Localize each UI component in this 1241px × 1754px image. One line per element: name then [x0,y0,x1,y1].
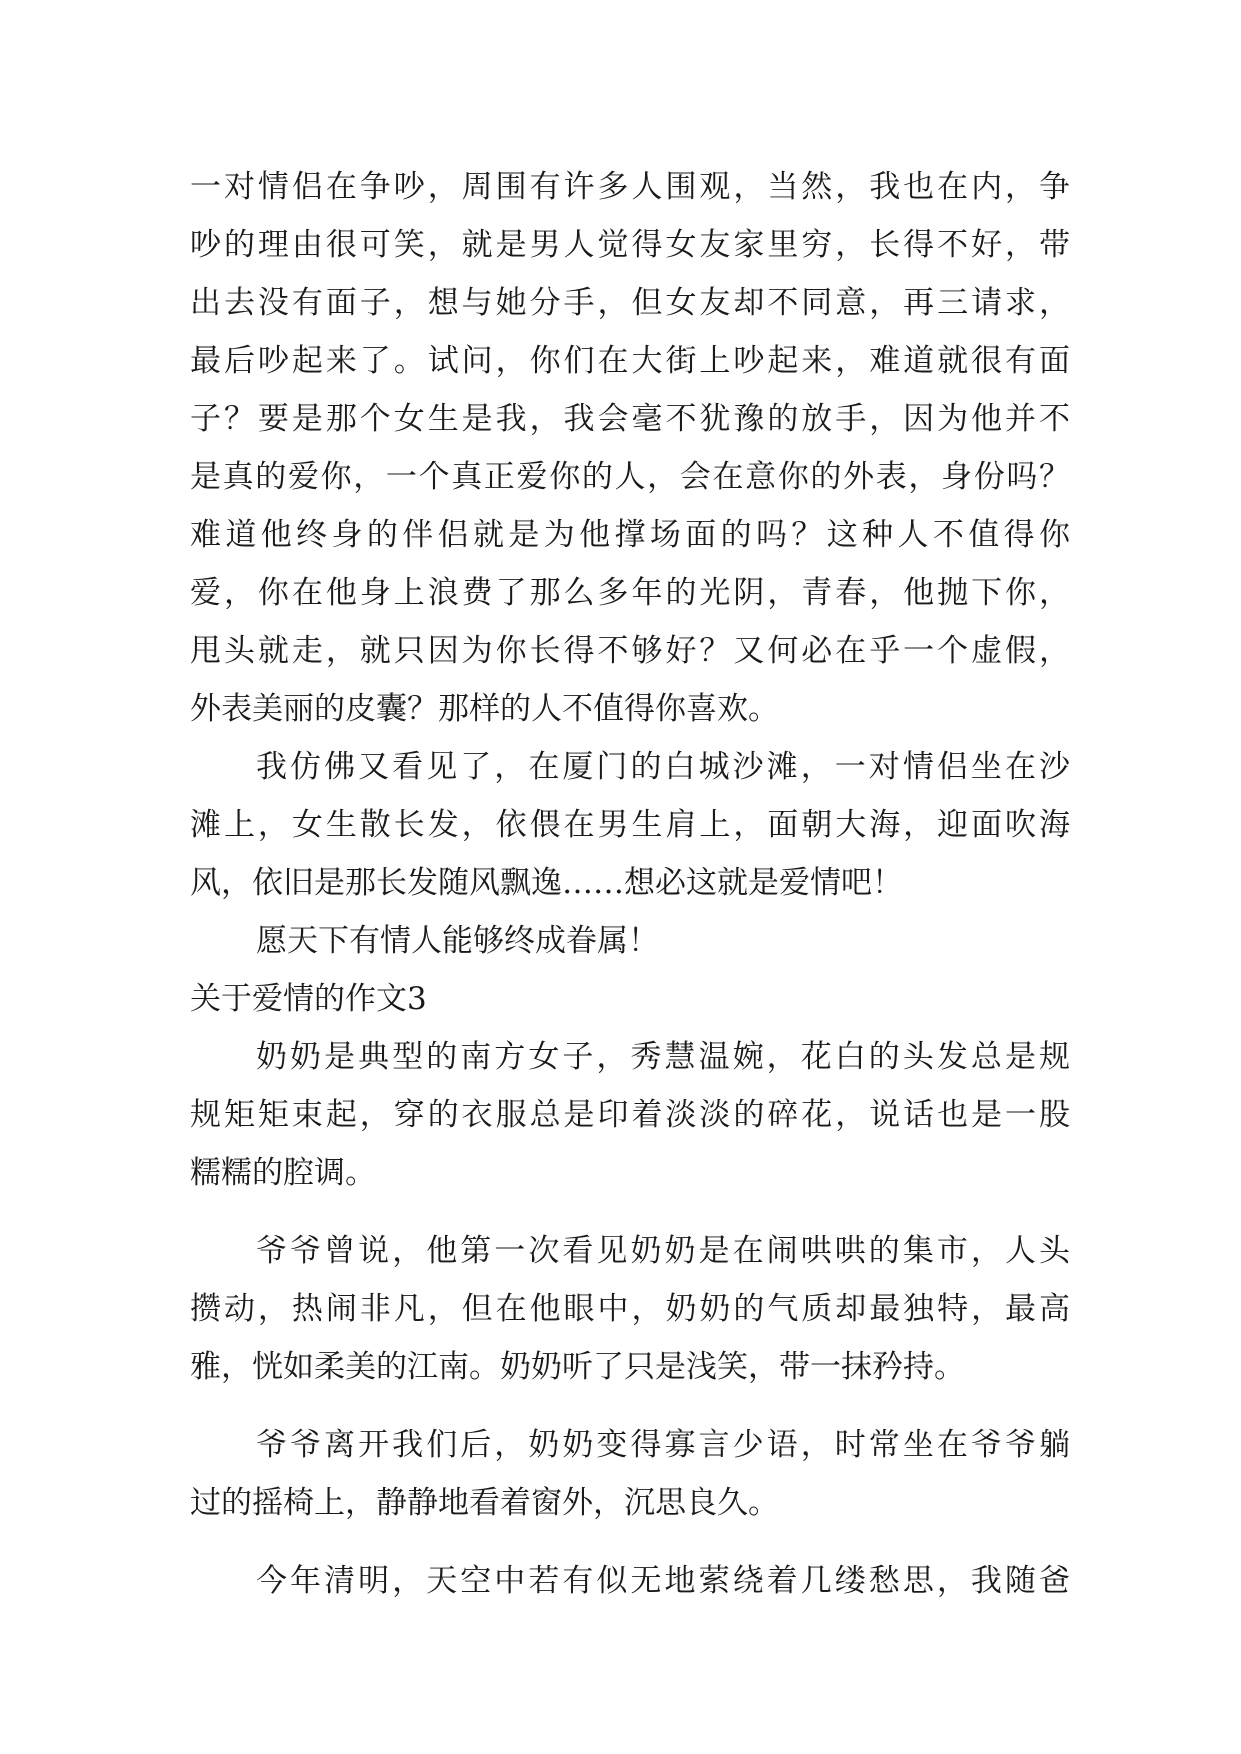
text-line: 规矩矩束起，穿的衣服总是印着淡淡的碎花，说话也是一股 [190,1097,1070,1133]
text-line: 吵的理由很可笑，就是男人觉得女友家里穷，长得不好，带 [190,227,1070,263]
text-line: 攒动，热闹非凡，但在他眼中，奶奶的气质却最独特，最高 [190,1291,1070,1327]
text-line: 奶奶是典型的南方女子，秀慧温婉，花白的头发总是规 [256,1039,1070,1075]
text-line: 过的摇椅上，静静地看着窗外，沉思良久。 [190,1485,779,1521]
text-line: 今年清明，天空中若有似无地萦绕着几缕愁思，我随爸 [256,1563,1070,1599]
text-line: 子？要是那个女生是我，我会毫不犹豫的放手，因为他并不 [190,401,1070,437]
text-line: 最后吵起来了。试问，你们在大街上吵起来，难道就很有面 [190,343,1070,379]
text-line: 一对情侣在争吵，周围有许多人围观，当然，我也在内，争 [190,169,1070,205]
text-line: 愿天下有情人能够终成眷属！ [256,923,659,959]
paragraph-3 [190,912,1070,970]
text-line: 外表美丽的皮囊？那样的人不值得你喜欢。 [190,691,779,727]
paragraph-6 [190,1416,1070,1532]
paragraph-5 [190,1222,1070,1396]
paragraph-gap [190,1396,1070,1416]
paragraph-gap [190,1532,1070,1552]
paragraph-4 [190,1028,1070,1202]
text-line: 我仿佛又看见了，在厦门的白城沙滩，一对情侣坐在沙 [256,749,1070,785]
paragraph-2 [190,738,1070,912]
text-line: 难道他终身的伴侣就是为他撑场面的吗？这种人不值得你 [190,517,1070,553]
text-line: 滩上，女生散长发，依偎在男生肩上，面朝大海，迎面吹海 [190,807,1070,843]
text-line: 糯糯的腔调。 [190,1155,376,1191]
paragraph-gap [190,1202,1070,1222]
text-line: 爷爷曾说，他第一次看见奶奶是在闹哄哄的集市，人头 [256,1233,1070,1269]
paragraph-1 [190,158,1070,738]
text-line: 出去没有面子，想与她分手，但女友却不同意，再三请求， [190,285,1070,321]
text-line: 是真的爱你，一个真正爱你的人，会在意你的外表，身份吗？ [190,459,1070,495]
text-line: 甩头就走，就只因为你长得不够好？又何必在乎一个虚假， [190,633,1070,669]
text-line: 风，依旧是那长发随风飘逸……想必这就是爱情吧！ [190,865,903,901]
text-line: 爷爷离开我们后，奶奶变得寡言少语，时常坐在爷爷躺 [256,1427,1070,1463]
paragraph-7 [190,1552,1070,1610]
text-line: 雅，恍如柔美的江南。奶奶听了只是浅笑，带一抹矜持。 [190,1349,965,1385]
document-body [190,158,1070,1610]
section-heading: 关于爱情的作文3 [190,981,427,1017]
text-line: 爱，你在他身上浪费了那么多年的光阴，青春，他抛下你， [190,575,1070,611]
